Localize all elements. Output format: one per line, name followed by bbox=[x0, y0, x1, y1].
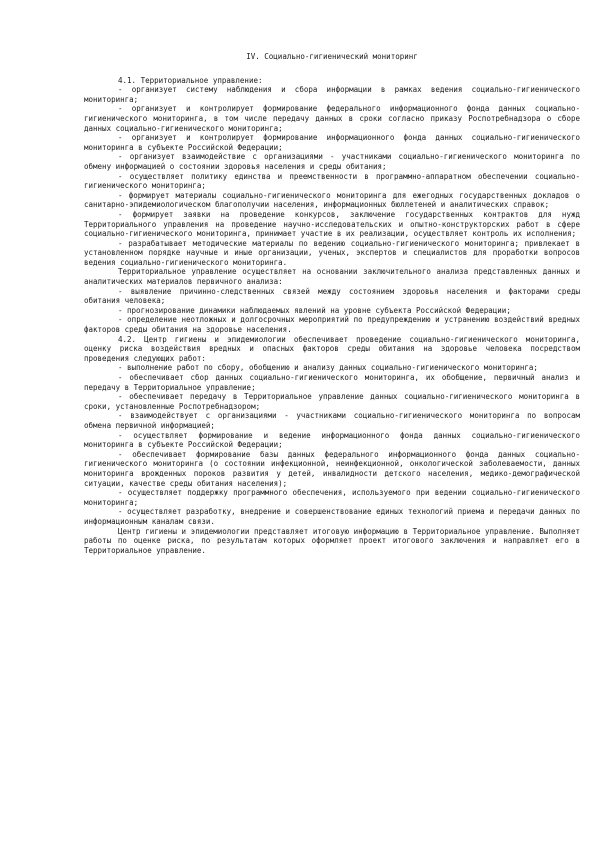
paragraph: Центр гигиены и эпидемиологии представляет итоговую информацию в Территориальное управление. Выполняет работы по оценке риска, по результатам которых оформляет проект итогового заключения и направляет его в Территориальное управление. bbox=[84, 526, 580, 555]
paragraph: - осуществляет поддержку программного обеспечения, используемого при ведении социально-гигиенического мониторинга; bbox=[84, 488, 580, 507]
paragraph: - организует и контролирует формирование федерального информационного фонда данных социально-гигиенического мониторинга, в том числе передачу данных в сроки согласно приказу Роспотребнадзора о сборе данных социально-гигиенического мониторинга; bbox=[84, 104, 580, 133]
paragraph: - формирует заявки на проведение конкурсов, заключение государственных контрактов для нужд Территориального управления на проведение научно-исследовательских и опытно-конструкторских работ в сфере социально-гигиенического мониторинга, принимает участие в их реализации, осуществляет контроль их исполнения; bbox=[84, 209, 580, 239]
paragraph: - осуществляет разработку, внедрение и совершенствование единых технологий приема и передачи данных по информационным каналам связи. bbox=[84, 507, 580, 526]
paragraph: - определение неотложных и долгосрочных мероприятий по предупреждению и устранению воздействий вредных факторов среды обитания на здоровье населения. bbox=[84, 315, 580, 335]
paragraph: Территориальное управление осуществляет на основании заключительного анализа представленных данных и аналитических материалов первичного анализа: bbox=[84, 267, 580, 287]
paragraph: - прогнозирование динамики наблюдаемых явлений на уровне субъекта Российской Федерации; bbox=[118, 305, 511, 315]
paragraph: - выявление причинно-следственных связей между состоянием здоровья населения и факторами среды обитания человека; bbox=[84, 286, 580, 306]
paragraph: - взаимодействует с организациями - участниками социально-гигиенического мониторинга по вопросам обмена первичной информацией; bbox=[84, 411, 580, 430]
paragraph: - разрабатывает методические материалы по ведению социально-гигиенического мониторинга; привлекает в установленном порядке научные и иные организации, ученых, экспертов и специалистов для проработки вопросов ведения социально-гигиенического мониторинга. bbox=[84, 238, 580, 267]
section-title: IV. Социально-гигиенический мониторинг bbox=[246, 52, 418, 61]
paragraph: 4.2. Центр гигиены и эпидемиологии обеспечивает проведение социально-гигиенического мониторинга, оценку риска воздействия вредных и опасных факторов среды обитания на здоровье человека посредством проведения следующих работ: bbox=[84, 334, 580, 363]
paragraph: - осуществляет политику единства и преемственности в программно-аппаратном обеспечении социально-гигиенического мониторинга; bbox=[84, 171, 580, 191]
paragraph: - обеспечивает сбор данных социально-гигиенического мониторинга, их обобщение, первичный анализ и передачу в Территориальное управление; bbox=[84, 373, 580, 392]
paragraph: - организует взаимодействие с организациями - участниками социально-гигиенического мониторинга по обмену информацией о состоянии здоровья населения и среды обитания; bbox=[84, 152, 580, 171]
paragraph: - организует систему наблюдения и сбора информации в рамках ведения социально-гигиенического мониторинга; bbox=[84, 85, 580, 104]
paragraph: - выполнение работ по сбору, обобщению и анализу данных социально-гигиенического мониторинга; bbox=[118, 363, 538, 373]
document-page bbox=[84, 52, 580, 555]
paragraph: - обеспечивает передачу в Территориальное управление данных социально-гигиенического мониторинга в сроки, установленные Роспотребнадзором; bbox=[84, 392, 580, 411]
paragraph: - организует и контролирует формирование информационного фонда данных социально-гигиенического мониторинга в субъекте Российской Федерации; bbox=[84, 133, 580, 152]
paragraph: - формирует материалы социально-гигиенического мониторинга для ежегодных государственных докладов о санитарно-эпидемиологическом благополучии населения, информационных бюллетеней и аналитических справок; bbox=[84, 190, 580, 210]
paragraph: - осуществляет формирование и ведение информационного фонда данных социально-гигиенического мониторинга в субъекте Российской Федерации; bbox=[84, 430, 580, 450]
paragraph: - обеспечивает формирование базы данных федерального информационного фонда данных социально-гигиенического мониторинга (о состоянии инфекционной, неинфекционной, онкологической заболеваемости, данных мониторинга врожденных пороков развития у детей, инвалидности детского населения, медико-демографической ситуации, качестве среды обитания населения); bbox=[84, 449, 580, 488]
paragraph: 4.1. Территориальное управление: bbox=[118, 75, 263, 85]
document-body bbox=[84, 76, 580, 556]
